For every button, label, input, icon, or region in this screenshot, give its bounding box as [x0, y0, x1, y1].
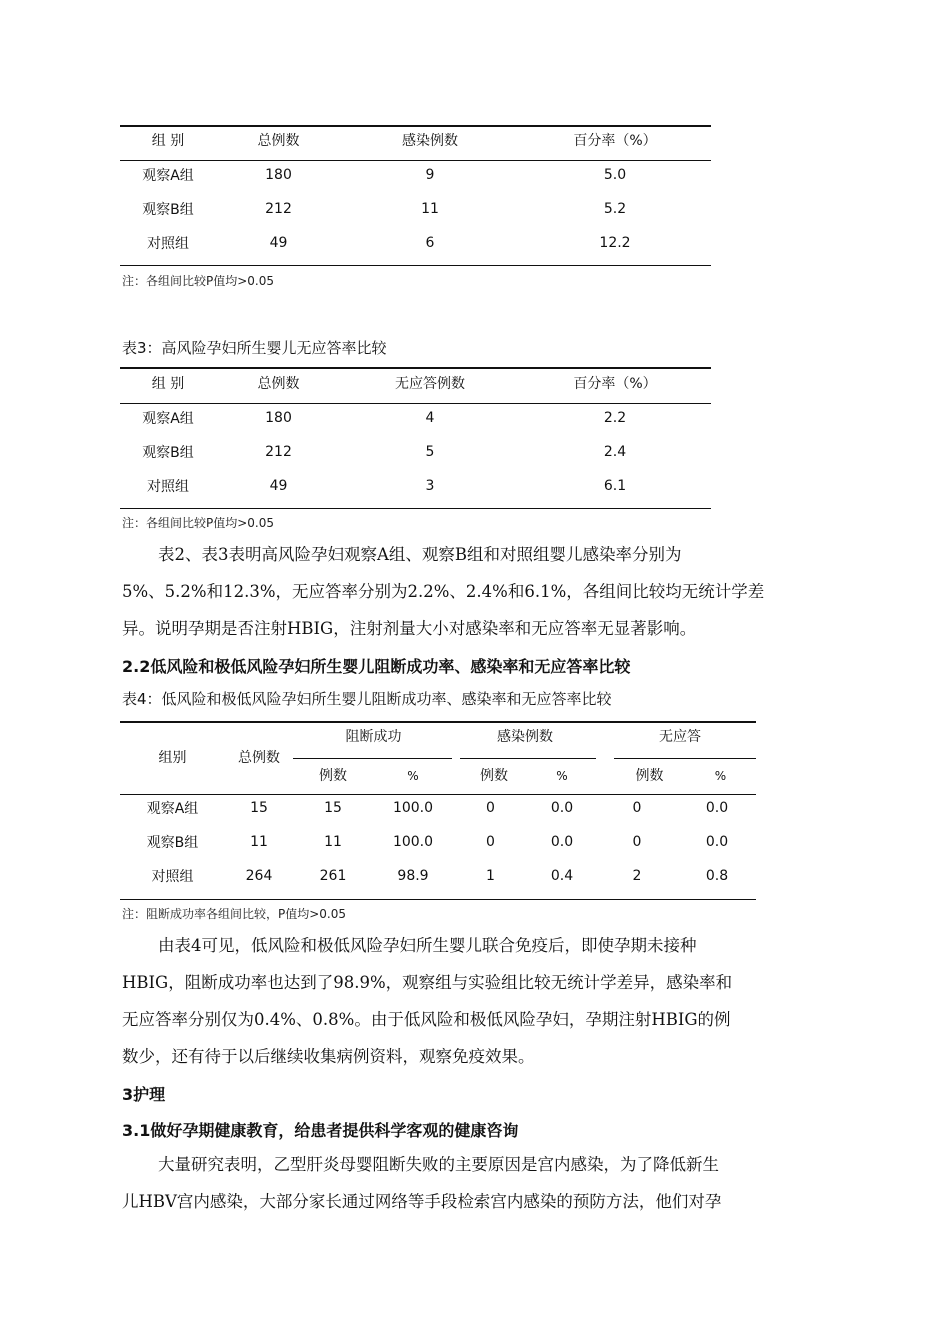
table2-body: [120, 158, 711, 260]
table2-note: 注：各组间比较P值均>0.05: [122, 274, 275, 288]
table-cell: 观察B组: [142, 445, 194, 461]
table3-header-cell: 百分率（%）: [573, 376, 657, 392]
table-cell: 0: [632, 834, 642, 850]
table-cell: 12.2: [599, 235, 631, 251]
table-cell: 100.0: [392, 834, 434, 850]
paragraph-line: 由表4可见，低风险和极低风险孕妇所生婴儿联合免疫后，即使孕期未接种: [158, 936, 697, 955]
table4-caption: 表4：低风险和极低风险孕妇所生婴儿阻断成功率、感染率和无应答率比较: [122, 690, 612, 708]
table-cell: 0: [486, 834, 495, 850]
table4-col-total: 总例数: [238, 750, 280, 766]
table-cell: 5: [425, 444, 435, 460]
table-cell: 212: [265, 444, 292, 460]
table-cell: 观察A组: [142, 411, 194, 427]
table4-sub-header: 例数: [635, 768, 664, 784]
table-row: [120, 435, 711, 469]
table-cell: 261: [319, 868, 347, 884]
table-cell: 49: [269, 235, 288, 251]
table3-body: [120, 401, 711, 503]
section-heading-3-1: 3.1做好孕期健康教育，给患者提供科学客观的健康咨询: [122, 1121, 519, 1140]
table-cell: 180: [265, 410, 292, 426]
paragraph-line: 异。说明孕期是否注射HBIG，注射剂量大小对感染率和无应答率无显著影响。: [122, 619, 697, 638]
table-cell: 100.0: [392, 800, 434, 816]
table-cell: 11: [324, 834, 342, 850]
table-cell: 49: [269, 478, 288, 494]
table-cell: 观察A组: [142, 168, 194, 184]
table2-header-cell: 总例数: [257, 133, 300, 149]
table-cell: 观察B组: [142, 202, 194, 218]
paragraph-results-low-risk: [122, 927, 828, 1075]
table-row: [120, 226, 711, 260]
table3-header-row: [120, 364, 711, 402]
section-heading-3: 3护理: [122, 1085, 166, 1104]
section-heading-2-2: 2.2低风险和极低风险孕妇所生婴儿阻断成功率、感染率和无应答率比较: [122, 657, 631, 676]
table-cell: 2.2: [603, 410, 627, 426]
table-row: [120, 158, 711, 192]
table-cell: 0.4: [550, 868, 574, 884]
table4-sub-header: 例数: [480, 768, 508, 784]
table-row: [120, 401, 711, 435]
table-cell: 212: [265, 201, 292, 217]
table-cell: 4: [425, 410, 435, 426]
paragraph-line: 无应答率分别仅为0.4%、0.8%。由于低风险和极低风险孕妇，孕期注射HBIG的例: [122, 1010, 731, 1029]
table-cell: 0.0: [705, 834, 729, 850]
table3-caption: 表3：高风险孕妇所生婴儿无应答率比较: [122, 339, 387, 357]
table-row: [120, 859, 756, 893]
table2-bottom-rule: [120, 265, 711, 266]
table-cell: 6.1: [603, 478, 627, 494]
table-cell: 180: [265, 167, 292, 183]
table-cell: 1: [486, 868, 495, 884]
table2-header-cell: 组 别: [151, 133, 185, 149]
table-cell: 对照组: [151, 869, 194, 885]
table4-sub-header: 例数: [319, 768, 347, 784]
table2-header-cell: 感染例数: [402, 133, 458, 149]
table3-header-cell: 组 别: [151, 376, 185, 392]
table2-header-cell: 百分率（%）: [573, 133, 657, 149]
table-cell: 15: [250, 800, 268, 816]
table-cell: 11: [250, 834, 268, 850]
table4-note: 注：阻断成功率各组间比较，P值均>0.05: [122, 907, 347, 921]
table-cell: 2.4: [603, 444, 627, 460]
table3: [120, 364, 711, 402]
table-cell: 0.0: [705, 800, 729, 816]
table2: [120, 121, 711, 159]
table4-bottom-rule: [120, 899, 756, 900]
table4-group-blocked: 阻断成功: [345, 729, 402, 745]
paragraph-line: HBIG，阻断成功率也达到了98.9%，观察组与实验组比较无统计学差异，感染率和: [122, 973, 733, 992]
table-cell: 15: [324, 800, 342, 816]
table-cell: 264: [245, 868, 273, 884]
table3-note: 注：各组间比较P值均>0.05: [122, 516, 275, 530]
table-cell: 5.2: [603, 201, 627, 217]
table-cell: 0: [632, 800, 642, 816]
table-row: [120, 791, 756, 825]
table4-col-group: 组别: [158, 750, 187, 766]
table3-bottom-rule: [120, 508, 711, 509]
table-cell: 98.9: [397, 868, 429, 884]
table-row: [120, 192, 711, 226]
table4-group-infected: 感染例数: [497, 729, 553, 745]
paragraph-line: 儿HBV宫内感染，大部分家长通过网络等手段检索宫内感染的预防方法，他们对孕: [122, 1192, 722, 1211]
table3-header-cell: 总例数: [257, 376, 300, 392]
table3-header-cell: 无应答例数: [395, 376, 465, 392]
table-cell: 0.0: [550, 834, 574, 850]
table-cell: 观察B组: [146, 835, 199, 851]
paragraph-nursing: [122, 1146, 828, 1220]
table-cell: 对照组: [147, 236, 189, 252]
table4-sub-header: %: [407, 769, 419, 783]
table-cell: 0.0: [550, 800, 574, 816]
paragraph-line: 大量研究表明，乙型肝炎母婴阻断失败的主要原因是宫内感染，为了降低新生: [158, 1155, 719, 1174]
table4-sub-header: %: [556, 769, 568, 783]
table4-sub-header: %: [714, 769, 727, 783]
table-cell: 0.8: [705, 868, 729, 884]
paragraph-results-high-risk: [122, 536, 828, 647]
table-cell: 观察A组: [146, 801, 199, 817]
paragraph-line: 数少，还有待于以后继续收集病例资料，观察免疫效果。: [122, 1047, 535, 1066]
table-row: [120, 469, 711, 503]
table-cell: 9: [425, 167, 435, 183]
paragraph-line: 表2、表3表明高风险孕妇观察A组、观察B组和对照组婴儿感染率分别为: [158, 545, 682, 564]
table4-body: [120, 791, 756, 893]
table4-header: [120, 722, 756, 794]
table-row: [120, 825, 756, 859]
table4-group-nonresponse: 无应答: [659, 729, 701, 745]
table-cell: 0: [486, 800, 495, 816]
table-cell: 11: [421, 201, 439, 217]
table-cell: 对照组: [147, 479, 189, 495]
table-cell: 6: [425, 235, 435, 251]
table-cell: 5.0: [603, 167, 627, 183]
table2-header-row: [120, 121, 711, 159]
table-cell: 2: [632, 868, 642, 884]
table-cell: 3: [425, 478, 435, 494]
paragraph-line: 5%、5.2%和12.3%，无应答率分别为2.2%、2.4%和6.1%，各组间比较均无统计学差: [122, 582, 765, 601]
